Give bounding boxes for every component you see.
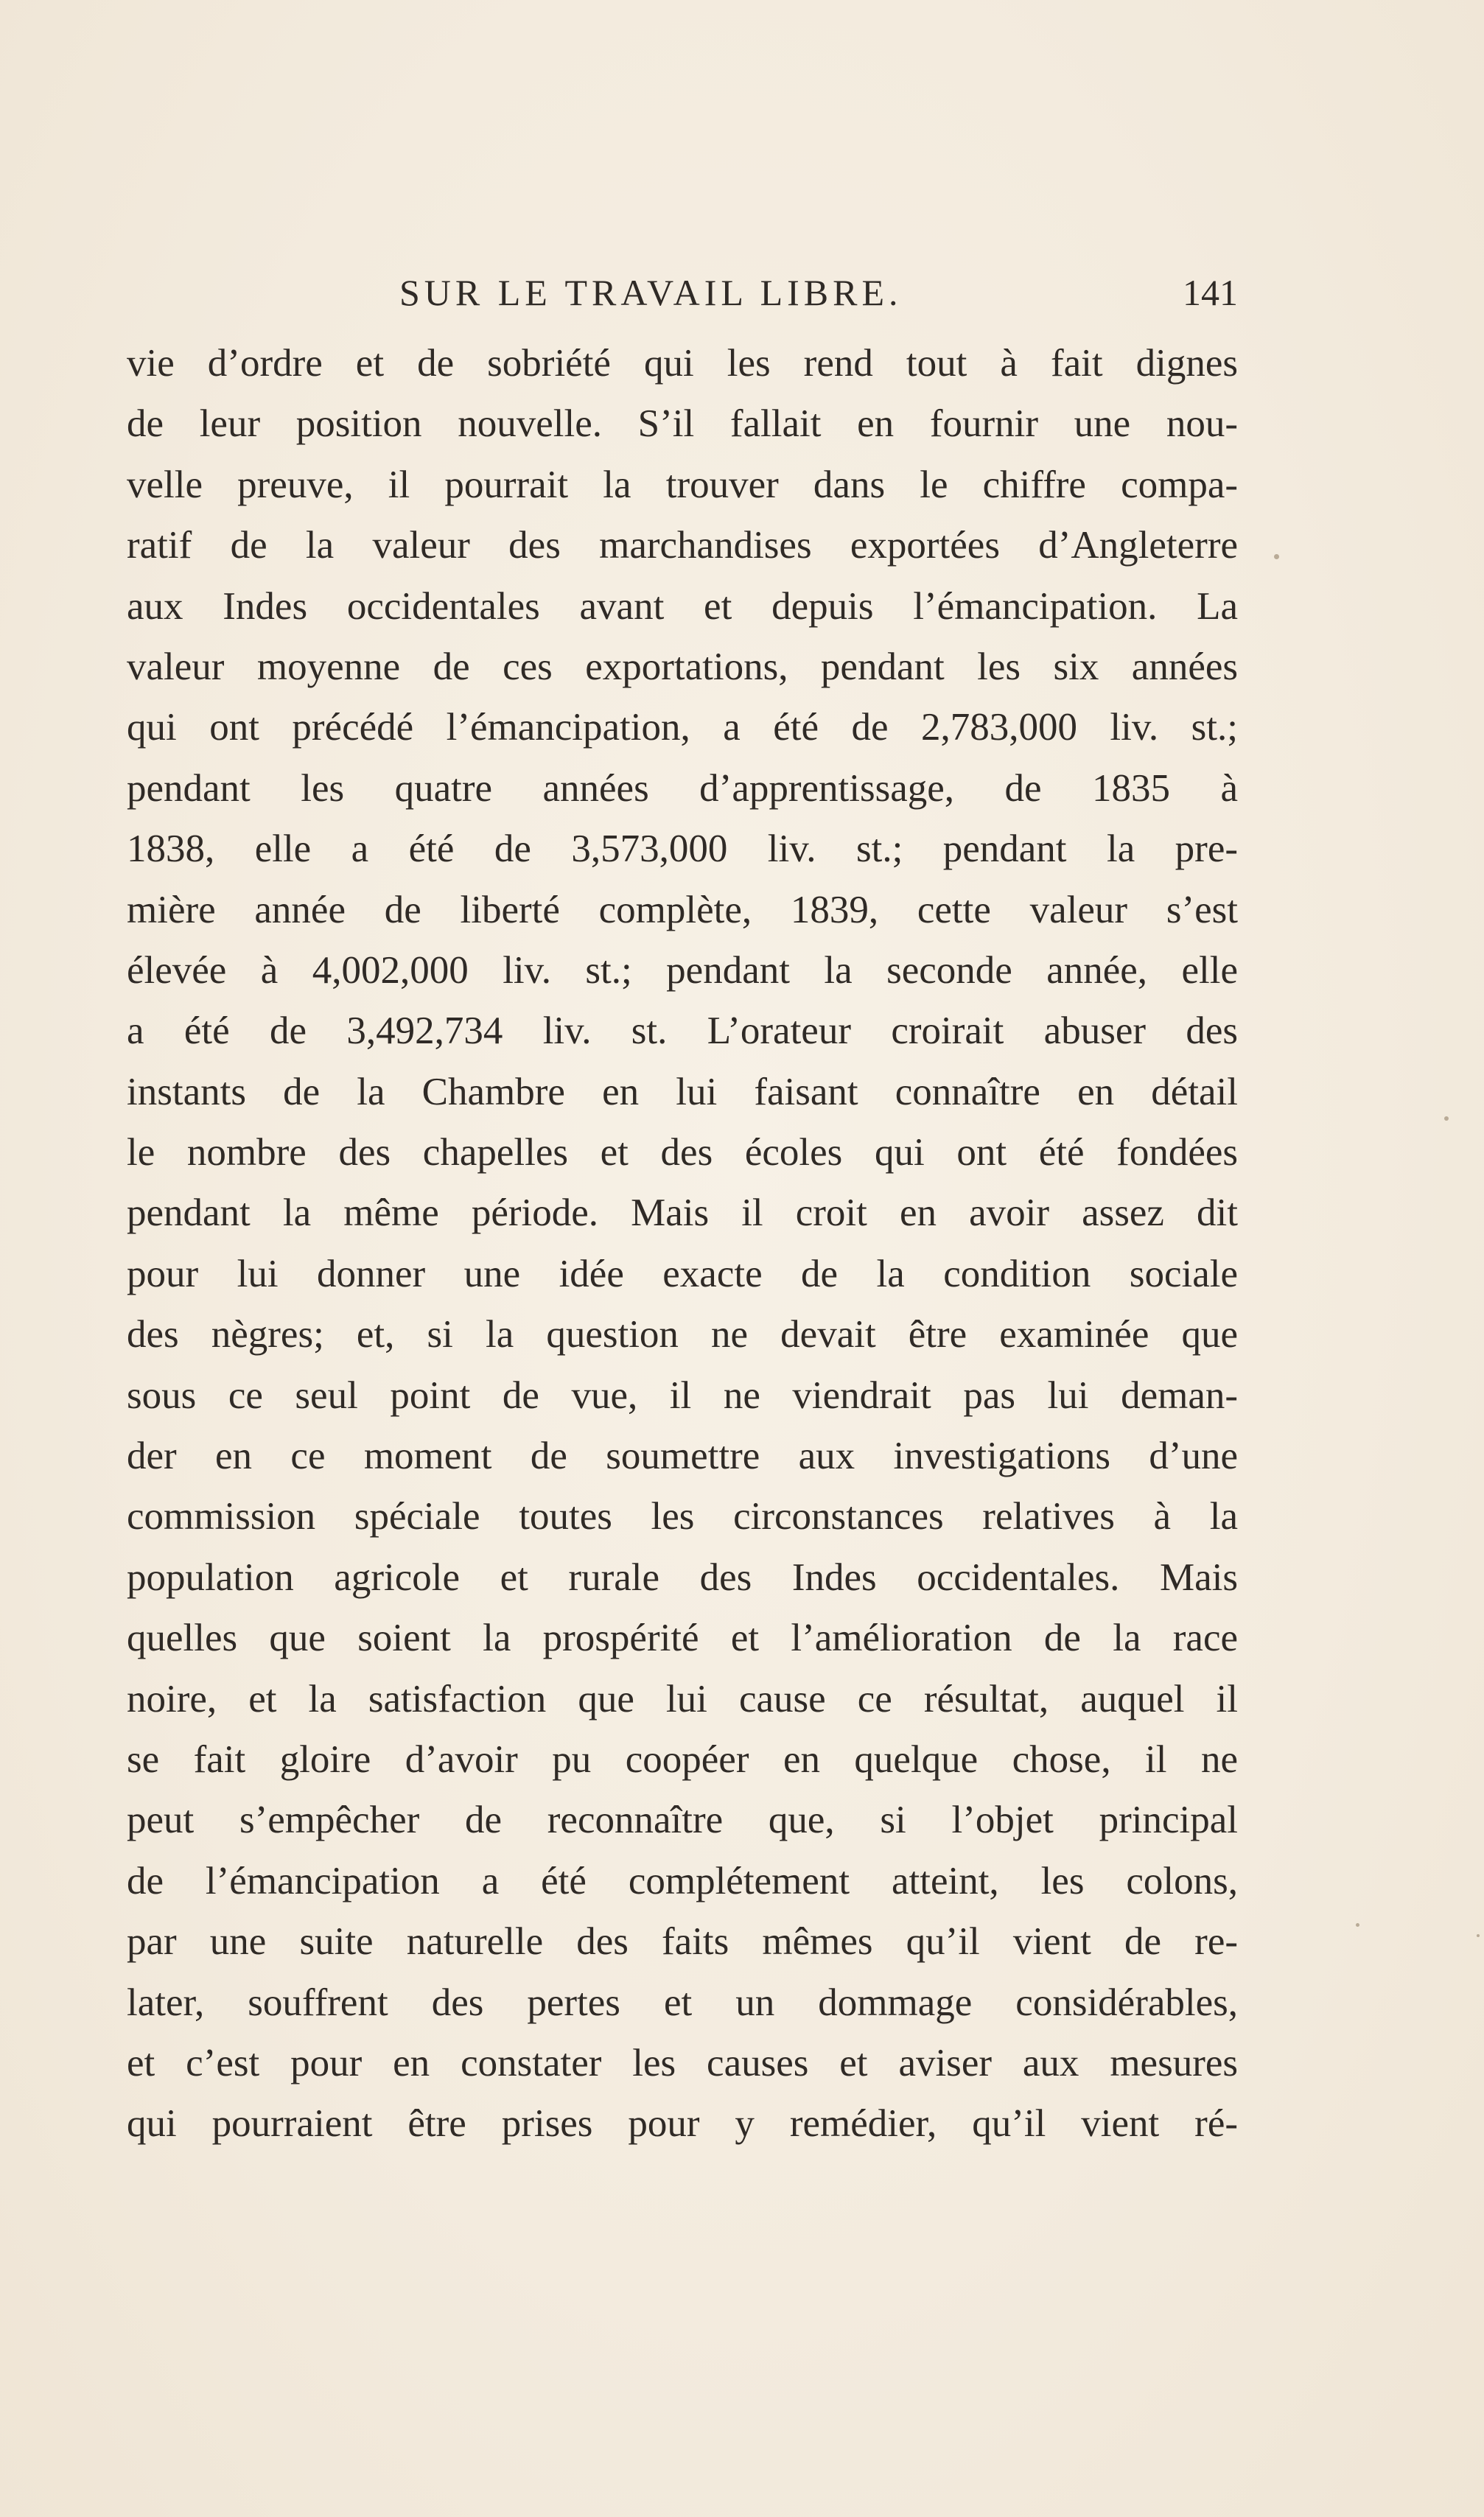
text-line: et c’est pour en constater les causes et aviser aux mesures bbox=[127, 2041, 1238, 2084]
text-line: le nombre des chapelles et des écoles qui ont été fondées bbox=[127, 1131, 1238, 1175]
text-line: des nègres; et, si la question ne devait être examinée que bbox=[127, 1313, 1238, 1356]
text-line: mière année de liberté complète, 1839, cette valeur s’est bbox=[127, 888, 1238, 931]
text-line: élevée à 4,002,000 liv. st.; pendant la seconde année, elle bbox=[127, 948, 1238, 992]
text-line: par une suite naturelle des faits mêmes qu’il vient de re- bbox=[127, 1920, 1238, 1964]
body-text bbox=[127, 333, 1238, 2154]
text-line: pendant les quatre années d’apprentissage, de 1835 à bbox=[127, 766, 1238, 810]
text-line: vie d’ordre et de sobriété qui les rend tout à fait dignes bbox=[127, 342, 1238, 385]
text-line: velle preuve, il pourrait la trouver dans le chiffre compa- bbox=[127, 463, 1238, 506]
text-line: ratif de la valeur des marchandises exportées d’Angleterre bbox=[127, 524, 1238, 567]
text-line: commission spéciale toutes les circonstances relatives à la bbox=[127, 1495, 1238, 1538]
page-header bbox=[127, 267, 1238, 326]
page-number: 141 bbox=[1183, 272, 1238, 313]
text-line: valeur moyenne de ces exportations, pendant les six années bbox=[127, 645, 1238, 688]
text-line: population agricole et rurale des Indes occidentales. Mais bbox=[127, 1555, 1238, 1599]
text-line: de l’émancipation a été complétement atteint, les colons, bbox=[127, 1859, 1238, 1902]
text-line: quelles que soient la prospérité et l’amélioration de la race bbox=[127, 1617, 1238, 1660]
paper-speck bbox=[1274, 554, 1279, 559]
running-title: SUR LE TRAVAIL LIBRE. bbox=[399, 272, 903, 313]
text-line: peut s’empêcher de reconnaître que, si l’objet principal bbox=[127, 1799, 1238, 1842]
text-line: later, souffrent des pertes et un dommage considérables, bbox=[127, 1981, 1238, 2024]
paper-speck bbox=[1356, 1923, 1359, 1927]
paper-speck bbox=[1477, 1934, 1480, 1937]
paper-speck bbox=[1444, 1116, 1449, 1121]
text-line: aux Indes occidentales avant et depuis l’émancipation. La bbox=[127, 584, 1238, 628]
text-line: sous ce seul point de vue, il ne viendrait pas lui deman- bbox=[127, 1373, 1238, 1417]
text-line: noire, et la satisfaction que lui cause ce résultat, auquel il bbox=[127, 1677, 1238, 1720]
text-line: pour lui donner une idée exacte de la condition sociale bbox=[127, 1252, 1238, 1295]
text-line: a été de 3,492,734 liv. st. L’orateur croirait abuser des bbox=[127, 1009, 1238, 1053]
text-line: 1838, elle a été de 3,573,000 liv. st.; pendant la pre- bbox=[127, 827, 1238, 871]
text-line: se fait gloire d’avoir pu coopéer en quelque chose, il ne bbox=[127, 1737, 1238, 1781]
text-line: der en ce moment de soumettre aux investigations d’une bbox=[127, 1435, 1238, 1478]
text-line: instants de la Chambre en lui faisant connaître en détail bbox=[127, 1070, 1238, 1113]
text-line: pendant la même période. Mais il croit en avoir assez dit bbox=[127, 1191, 1238, 1235]
text-line: qui pourraient être prises pour y remédier, qu’il vient ré- bbox=[127, 2102, 1238, 2146]
text-line: de leur position nouvelle. S’il fallait en fournir une nou- bbox=[127, 402, 1238, 446]
text-line: qui ont précédé l’émancipation, a été de 2,783,000 liv. st.; bbox=[127, 706, 1238, 749]
